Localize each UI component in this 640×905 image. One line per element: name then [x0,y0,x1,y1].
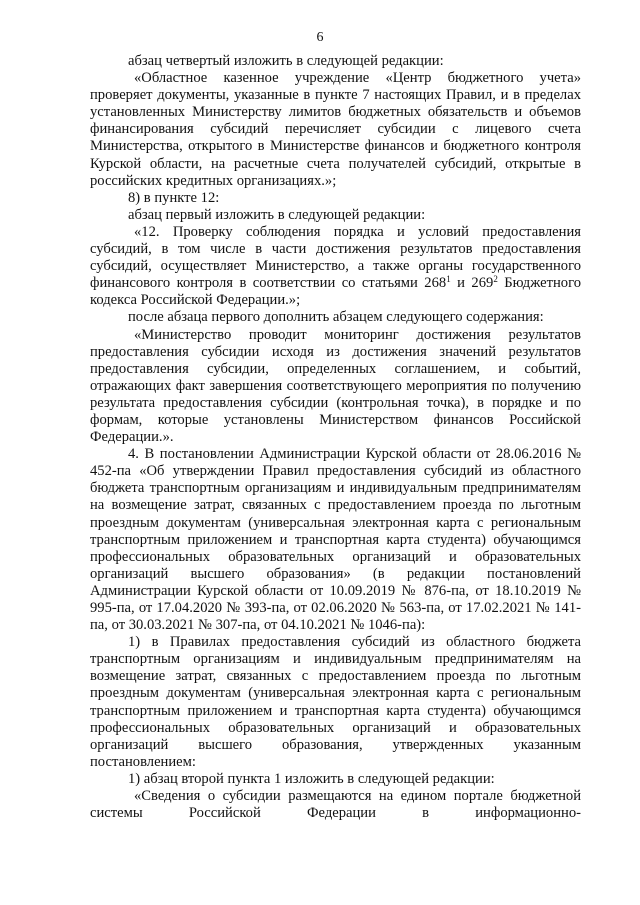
paragraph-item-1-abzac-2: 1) абзац второй пункта 1 изложить в следующей редакции: [128,770,495,787]
paragraph-instruction-abzac-4: абзац четвертый изложить в следующей редакции: [128,53,444,69]
paragraph-quote-point-12 [90,224,581,309]
point-12-text-c: Бюджетного кодекса Российской Федерации.»; [90,275,582,309]
footnote-sup-2: 2 [493,274,498,285]
document-body [90,53,581,822]
footnote-sup-1: 1 [446,274,451,285]
paragraph-instruction-add-abzac: после абзаца первого дополнить абзацем следующего содержания: [128,309,544,326]
point-12-text-a: «12. Проверку соблюдения порядка и условий предоставления субсидий, в том числе в части достижения результатов предоставления субсидий, осуществляет Министерство, а также органы государственного финансового контроля в соответствии со статьями 268 [90,223,581,292]
paragraph-quote-svedeniya: «Сведения о субсидии размещаются на едином портале бюджетной системы Российской Федерации в информационно- [90,788,581,822]
paragraph-quote-center-uchet: «Областное казенное учреждение «Центр бюджетного учета» проверяет документы, указанные в пункте 7 настоящих Правил, и в пределах установленных Министерству лимитов бюджетных обязательств и объемов финансирования субсидий перечисляет субсидии с лицевого счета Министерства, открытого в Министерстве финансов и бюджетного контроля Курской области, на расчетные счета получателей субсидий, открытые в российских кредитных организациях.»; [90,70,581,189]
paragraph-item-4-postanovlenie: 4. В постановлении Администрации Курской области от 28.06.2016 № 452-па «Об утверждении Правил предоставления субсидий из областного бюджета транспортным организациям и индивидуальным предпринимателям на возмещение затрат, связанных с предоставлением проезда по льготным проездным документам (универсальная электронная карта с региональным транспортным приложением и транспортная карта студента) обучающимся профессиональных образовательных организаций и образовательных организаций высшего образования» (в редакции постановлений Администрации Курской области от 10.09.2019 № 876-па, от 18.10.2019 № 995-па, от 17.04.2020 № 393-па, от 02.06.2020 № 563-па, от 17.02.2021 № 141-па, от 30.03.2021 № 307-па, от 04.10.2021 № 1046-па): [90,446,581,634]
paragraph-item-1-pravila: 1) в Правилах предоставления субсидий из областного бюджета транспортным организациям и индивидуальным предпринимателям на возмещение затрат, связанных с предоставлением проезда по льготным проездным документам (универсальная электронная карта с региональным транспортным приложением и транспортная карта студента) обучающимся профессиональных образовательных организаций и образовательных организаций высшего образования, утвержденных указанным постановлением: [90,634,581,770]
page-number: 6 [316,30,324,45]
point-12-text-b: и 269 [450,275,494,292]
paragraph-quote-monitoring: «Министерство проводит мониторинг достижения результатов предоставления субсидии исходя из достижения значений результатов предоставления субсидии, определенных соглашением, и событий, отражающих факт завершения соответствующего мероприятия по получению результата предоставления субсидии (контрольная точка), в порядке и по формам, которые установлены Министерством финансов Российской Федерации.». [90,326,581,446]
paragraph-item-8: 8) в пункте 12: [128,189,220,206]
paragraph-instruction-abzac-1: абзац первый изложить в следующей редакции: [128,206,426,223]
